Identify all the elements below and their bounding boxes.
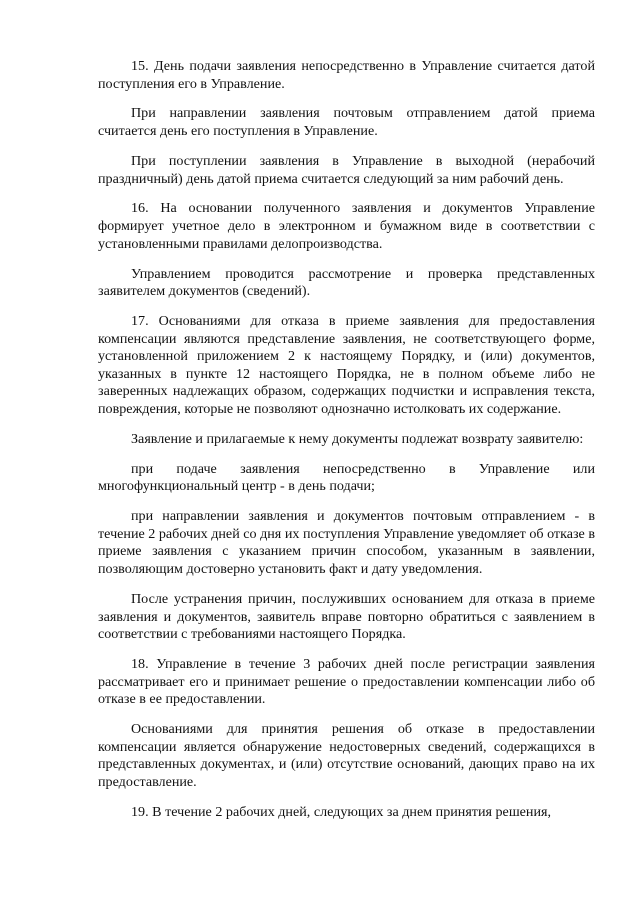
paragraph-19-notification: 19. В течение 2 рабочих дней, следующих за днем принятия решения, (131, 803, 552, 820)
paragraph-refusal-decision-grounds: Основаниями для принятия решения об отказе в предоставлении компенсации является обнаружение недостоверных сведений, содержащихся в представленных документах, и (или) отсутствие оснований, дающих право на их предоставление. (98, 721, 595, 790)
paragraph-postal-submission-return: при направлении заявления и документов почтовым отправлением - в течение 2 рабочих дней со дня их поступления Управление уведомляет об отказе в приеме заявления с указанием причин способом, указанным в заявлении, позволяющим достоверно установить факт и дату уведомления. (98, 508, 595, 578)
paragraph-16-case-file: 16. На основании полученного заявления и документов Управление формирует учетное дело в электронном и бумажном виде в соответствии с установленными правилами делопроизводства. (98, 200, 595, 252)
paragraph-17-refusal-grounds: 17. Основаниями для отказа в приеме заявления для предоставления компенсации являются представление заявления, не соответствующего форме, установленной приложением 2 к настоящему Порядку, и (или) документов, указанных в пункте 12 настоящего Порядка, не в полном объеме либо не заверенных надлежащих образом, содержащих подчистки и исправления текста, повреждения, которые не позволяют однозначно истолковать их содержание. (98, 313, 595, 417)
paragraph-document-review: Управлением проводится рассмотрение и проверка представленных заявителем документов (сведений). (98, 265, 595, 300)
paragraph-holiday-receipt: При поступлении заявления в Управление в выходной (нерабочий праздничный) день датой приема считается следующий за ним рабочий день. (98, 152, 595, 187)
paragraph-15-submission-date: 15. День подачи заявления непосредственно в Управление считается датой поступления его в Управление. (98, 58, 595, 92)
paragraph-resubmission: После устранения причин, послуживших основанием для отказа в приеме заявления и документов, заявитель вправе повторно обратиться с заявлением в соответствии с требованиями настоящего Порядка. (98, 590, 595, 643)
paragraph-18-decision: 18. Управление в течение 3 рабочих дней после регистрации заявления рассматривает его и принимает решение о предоставлении компенсации либо об отказе в ее предоставлении. (98, 656, 595, 708)
paragraph-return-to-applicant: Заявление и прилагаемые к нему документы подлежат возврату заявителю: (131, 430, 584, 447)
paragraph-postal-receipt-date: При направлении заявления почтовым отправлением датой приема считается день его поступления в Управление. (98, 105, 595, 140)
document-body (98, 58, 595, 834)
paragraph-direct-submission-return: при подаче заявления непосредственно в Управление или многофункциональный центр - в день подачи; (98, 460, 595, 495)
